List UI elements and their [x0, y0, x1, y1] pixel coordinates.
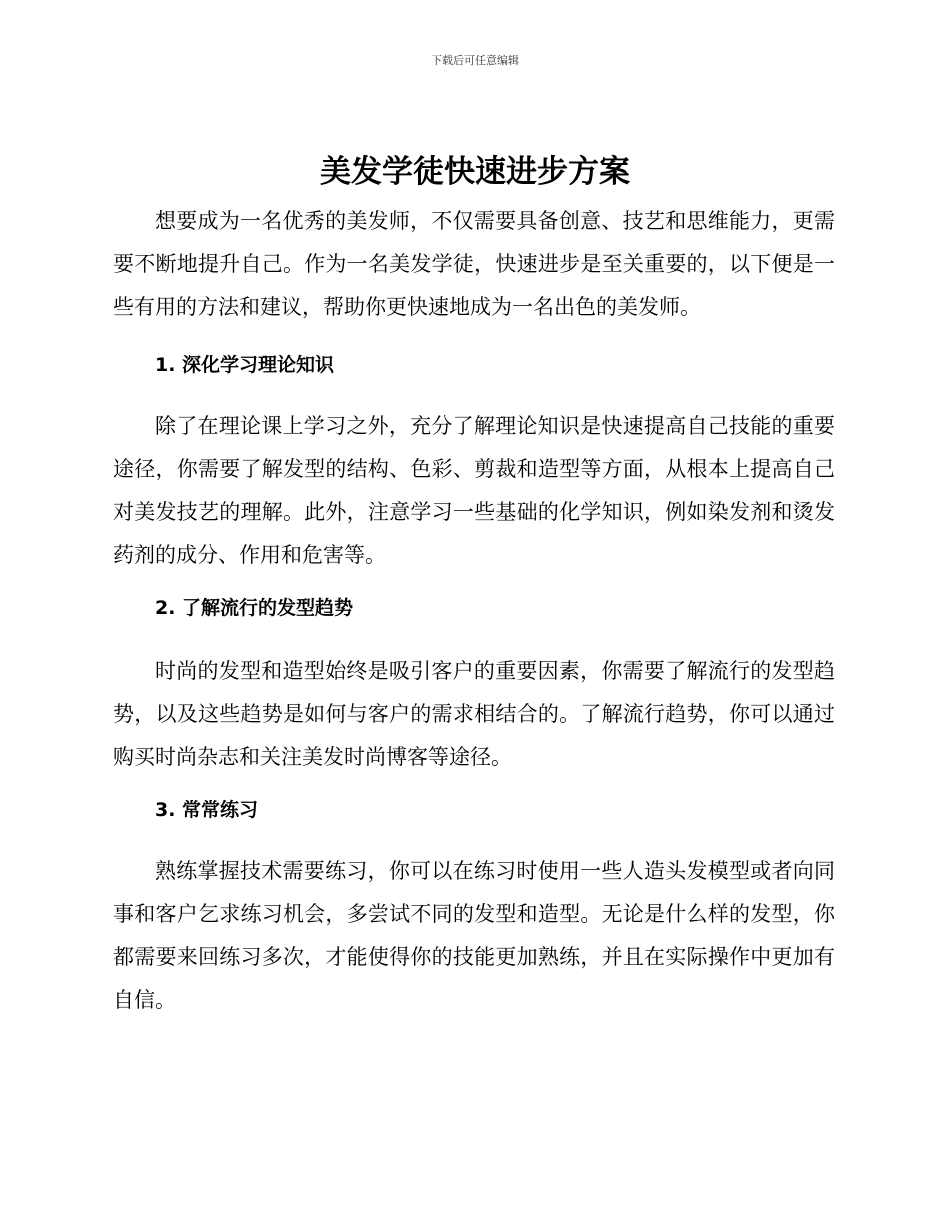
- section-heading-3: 3. 常常练习: [155, 799, 259, 821]
- section-body-2: 时尚的发型和造型始终是吸引客户的重要因素，你需要了解流行的发型趋势，以及这些趋势是如何与客户的需求相结合的。了解流行趋势，你可以通过购买时尚杂志和关注美发时尚博客等途径。: [113, 659, 835, 769]
- section-heading-1: 1. 深化学习理论知识: [155, 354, 335, 376]
- document-title: 美发学徒快速进步方案: [320, 154, 630, 190]
- section-body-1: 除了在理论课上学习之外，充分了解理论知识是快速提高自己技能的重要途径，你需要了解发型的结构、色彩、剪裁和造型等方面，从根本上提高自己对美发技艺的理解。此外，注意学习一些基础的化学知识，例如染发剂和烫发药剂的成分、作用和危害等。: [113, 414, 835, 567]
- intro-paragraph: 想要成为一名优秀的美发师，不仅需要具备创意、技艺和思维能力，更需要不断地提升自己。作为一名美发学徒，快速进步是至关重要的，以下便是一些有用的方法和建议，帮助你更快速地成为一名出色的美发师。: [113, 209, 835, 319]
- document-body: [113, 200, 835, 1022]
- header-note: 下载后可任意编辑: [431, 54, 519, 67]
- section-body-3: 熟练掌握技术需要练习，你可以在练习时使用一些人造头发模型或者向同事和客户乞求练习机会，多尝试不同的发型和造型。无论是什么样的发型，你都需要来回练习多次，才能使得你的技能更加熟练，并且在实际操作中更加有自信。: [113, 859, 835, 1012]
- section-heading-2: 2. 了解流行的发型趋势: [155, 597, 354, 619]
